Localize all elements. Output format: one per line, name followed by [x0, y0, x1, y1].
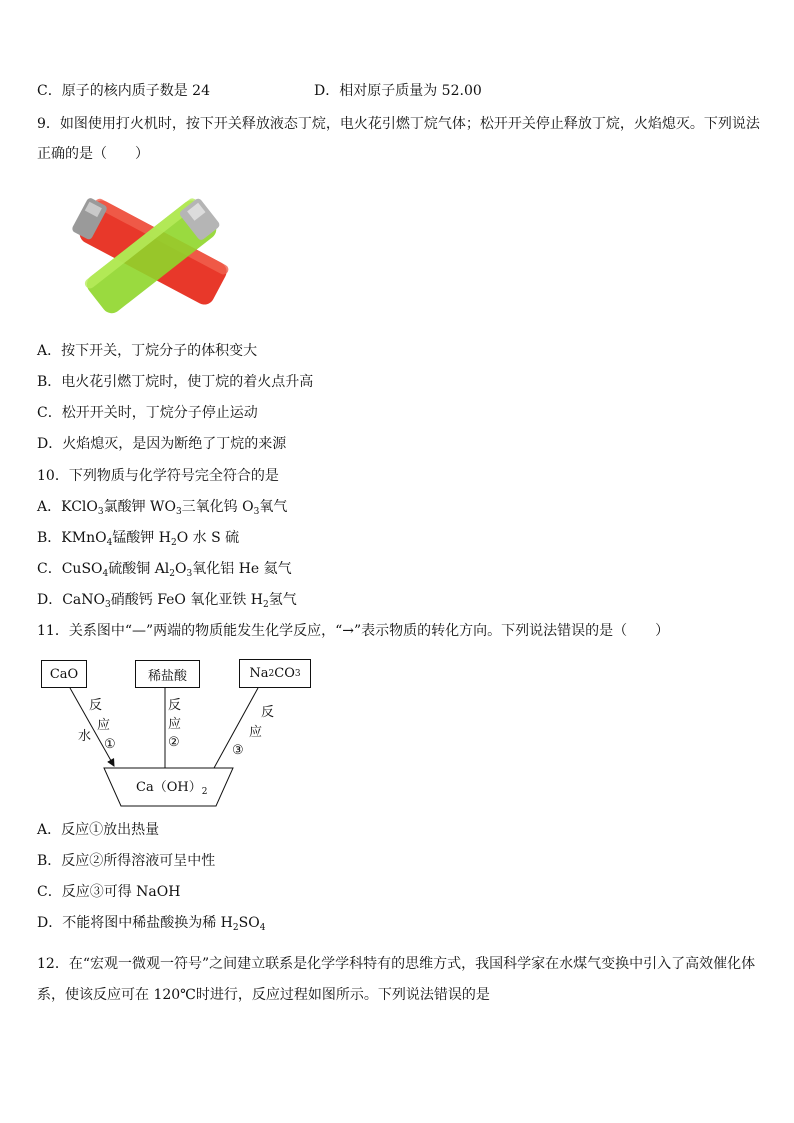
q11-option-a: A．反应①放出热量 — [37, 822, 160, 838]
reaction-1-label-2: 应 — [97, 718, 111, 733]
q11-relation-diagram — [0, 650, 794, 810]
q11-option-b: B．反应②所得溶液可呈中性 — [37, 853, 216, 869]
reaction-1-water: 水 — [78, 729, 92, 744]
q10-option-d: D．CaNO$_3$硝酸钙 FeO 氧化亚铁 $H_2$氢气 — [37, 592, 297, 610]
q9-stem-line1: 9．如图使用打火机时，按下开关释放液态丁烷，电火花引燃丁烷气体；松开开关停止释放丁烷，火焰熄灭。下列说法 — [37, 116, 760, 132]
reaction-1-label-1: 反 — [89, 698, 103, 713]
q9-option-c: C．松开开关时，丁烷分子停止运动 — [37, 405, 258, 421]
q10-option-b: B．KMnO$_4$锰酸钾 $H_2O$ 水 S 硫 — [37, 530, 240, 548]
q11-option-d: D．不能将图中稀盐酸换为稀 $H_2SO_4$ — [37, 915, 266, 933]
cao-box: CaO — [41, 660, 87, 688]
q10-option-c: C．CuSO$_4$硫酸铜 $Al_2O_3$氧化铝 He 氦气 — [37, 561, 292, 579]
q8-option-d: D．相对原子质量为 52.00 — [314, 83, 482, 99]
hcl-box: 稀盐酸 — [135, 660, 200, 688]
q9-stem-line2: 正确的是（ ） — [37, 146, 149, 162]
reaction-2-label-1: 反 — [168, 698, 182, 713]
reaction-3-label-1: 反 — [261, 705, 275, 720]
lighter-image — [68, 182, 238, 332]
q12-stem-line2: 系，使该反应可在 120℃时进行，反应过程如图所示。下列说法错误的是 — [37, 987, 490, 1003]
reaction-2-label-3: ② — [168, 735, 180, 750]
q11-option-c: C．反应③可得 NaOH — [37, 884, 181, 900]
q9-option-d: D．火焰熄灭，是因为断绝了丁烷的来源 — [37, 436, 287, 452]
q10-option-a: A．KClO$_3$氯酸钾 $WO_3$三氧化钨 $O_3$氧气 — [37, 499, 288, 517]
q9-option-b: B．电火花引燃丁烷时，使丁烷的着火点升高 — [37, 374, 314, 390]
q10-stem: 10．下列物质与化学符号完全符合的是 — [37, 468, 279, 484]
reaction-3-label-2: 应 — [249, 725, 263, 740]
reaction-3-label-3: ③ — [232, 743, 244, 758]
q9-option-a: A．按下开关，丁烷分子的体积变大 — [37, 343, 258, 359]
reaction-2-label-2: 应 — [168, 717, 182, 732]
na2co3-box: Na 2 CO 3 — [239, 659, 311, 688]
q8-option-c: C．原子的核内质子数是 24 — [37, 83, 210, 99]
q11-stem: 11．关系图中“—”两端的物质能发生化学反应，“→”表示物质的转化方向。下列说法错误的是（ ） — [37, 623, 670, 639]
reaction-1-label-3: ① — [104, 737, 116, 752]
caoh2-label: $Ca(OH)_2$ — [136, 780, 208, 797]
q12-stem-line1: 12．在“宏观一微观一符号”之间建立联系是化学学科特有的思维方式，我国科学家在水煤气变换中引入了高效催化体 — [37, 956, 756, 972]
